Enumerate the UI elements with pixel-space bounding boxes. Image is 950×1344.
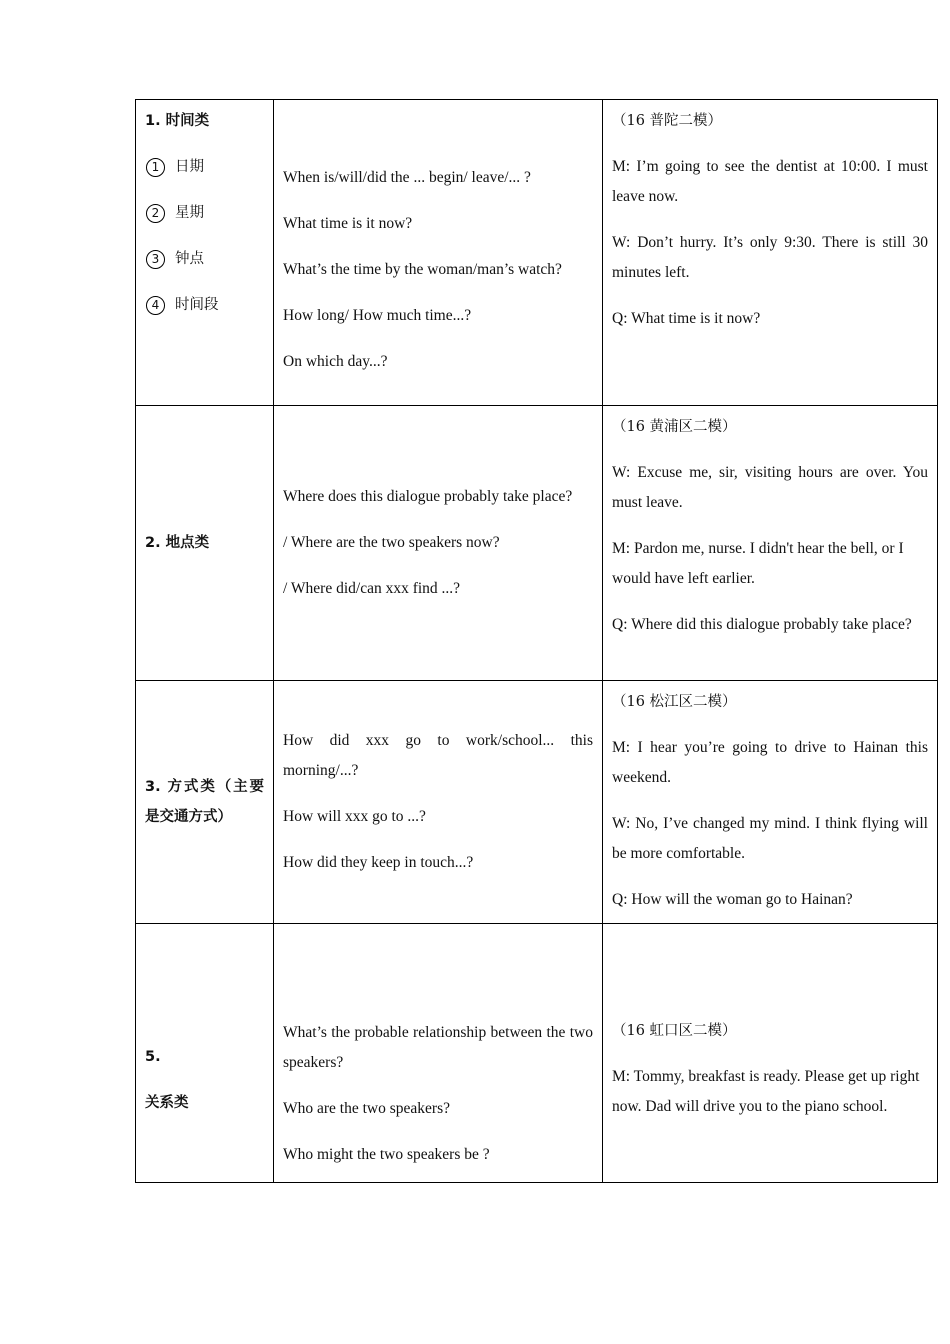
category-title: 地点类 (165, 535, 210, 551)
question-pattern: When is/will/did the ... begin/ leave/... ? (283, 168, 531, 186)
example-source: （16 松江区二模） (612, 694, 737, 710)
circled-number-icon: 2 (146, 204, 165, 223)
category-number: 5. (145, 1049, 161, 1065)
example-line: Q: Where did this dialogue probably take place? (612, 616, 912, 633)
category-title: 方式类（主要是交通方式） (145, 779, 264, 825)
sub-item (145, 290, 264, 320)
example-source: （16 普陀二模） (612, 113, 723, 129)
sub-item (145, 198, 264, 228)
category-cell (136, 406, 274, 681)
example-source: （16 黄浦区二模） (612, 419, 737, 435)
question-cell (274, 924, 603, 1183)
question-cell (274, 100, 603, 406)
example-cell (603, 681, 938, 924)
example-line: M: I’m going to see the dentist at 10:00. I must leave now. (612, 158, 928, 205)
sub-item (145, 152, 264, 182)
example-cell (603, 406, 938, 681)
example-line: M: I hear you’re going to drive to Hainan this weekend. (612, 739, 928, 786)
category-title: 关系类 (145, 1095, 189, 1111)
question-cell (274, 406, 603, 681)
sub-item-label: 时间段 (175, 297, 219, 313)
example-line: W: Excuse me, sir, visiting hours are over. You must leave. (612, 464, 928, 511)
question-pattern: Who might the two speakers be ? (283, 1146, 490, 1163)
table-row (136, 681, 938, 924)
table-row (136, 924, 938, 1183)
category-number: 2. (145, 535, 161, 551)
example-cell (603, 100, 938, 406)
question-pattern: On which day...? (283, 352, 388, 370)
sub-item-label: 钟点 (175, 251, 204, 267)
example-line: W: Don’t hurry. It’s only 9:30. There is still 30 minutes left. (612, 234, 928, 281)
question-pattern: How long/ How much time...? (283, 306, 472, 324)
category-title: 时间类 (165, 113, 210, 129)
question-pattern: What time is it now? (283, 214, 413, 232)
example-line: W: No, I’ve changed my mind. I think flying will be more comfortable. (612, 815, 928, 862)
circled-number-icon: 4 (146, 296, 165, 315)
question-pattern: / Where are the two speakers now? (283, 534, 500, 551)
question-pattern: How did xxx go to work/school... this morning/...? (283, 732, 593, 779)
question-cell (274, 681, 603, 924)
question-pattern: How will xxx go to ...? (283, 808, 426, 825)
example-line: M: Tommy, breakfast is ready. Please get up right now. Dad will drive you to the piano school. (612, 1068, 920, 1115)
question-pattern: / Where did/can xxx find ...? (283, 580, 461, 597)
circled-number-icon: 3 (146, 250, 165, 269)
circled-number-icon: 1 (146, 158, 165, 177)
category-cell (136, 681, 274, 924)
sub-item-label: 日期 (175, 159, 204, 175)
category-number: 3. (145, 779, 161, 795)
question-pattern: What’s the time by the woman/man’s watch? (283, 260, 562, 278)
table-row (136, 100, 938, 406)
question-pattern: Where does this dialogue probably take place? (283, 488, 573, 505)
question-type-table (135, 99, 938, 1183)
category-number: 1. (145, 113, 161, 129)
sub-item (145, 244, 264, 274)
example-line: M: Pardon me, nurse. I didn't hear the bell, or I would have left earlier. (612, 540, 904, 587)
table-row (136, 406, 938, 681)
example-cell (603, 924, 938, 1183)
example-line: Q: What time is it now? (612, 310, 761, 327)
example-line: Q: How will the woman go to Hainan? (612, 891, 853, 908)
question-pattern: How did they keep in touch...? (283, 854, 474, 871)
category-cell (136, 924, 274, 1183)
category-cell (136, 100, 274, 406)
question-pattern: What’s the probable relationship between the two speakers? (283, 1024, 593, 1071)
question-pattern: Who are the two speakers? (283, 1100, 450, 1117)
example-source: （16 虹口区二模） (612, 1023, 737, 1039)
sub-item-label: 星期 (175, 205, 204, 221)
